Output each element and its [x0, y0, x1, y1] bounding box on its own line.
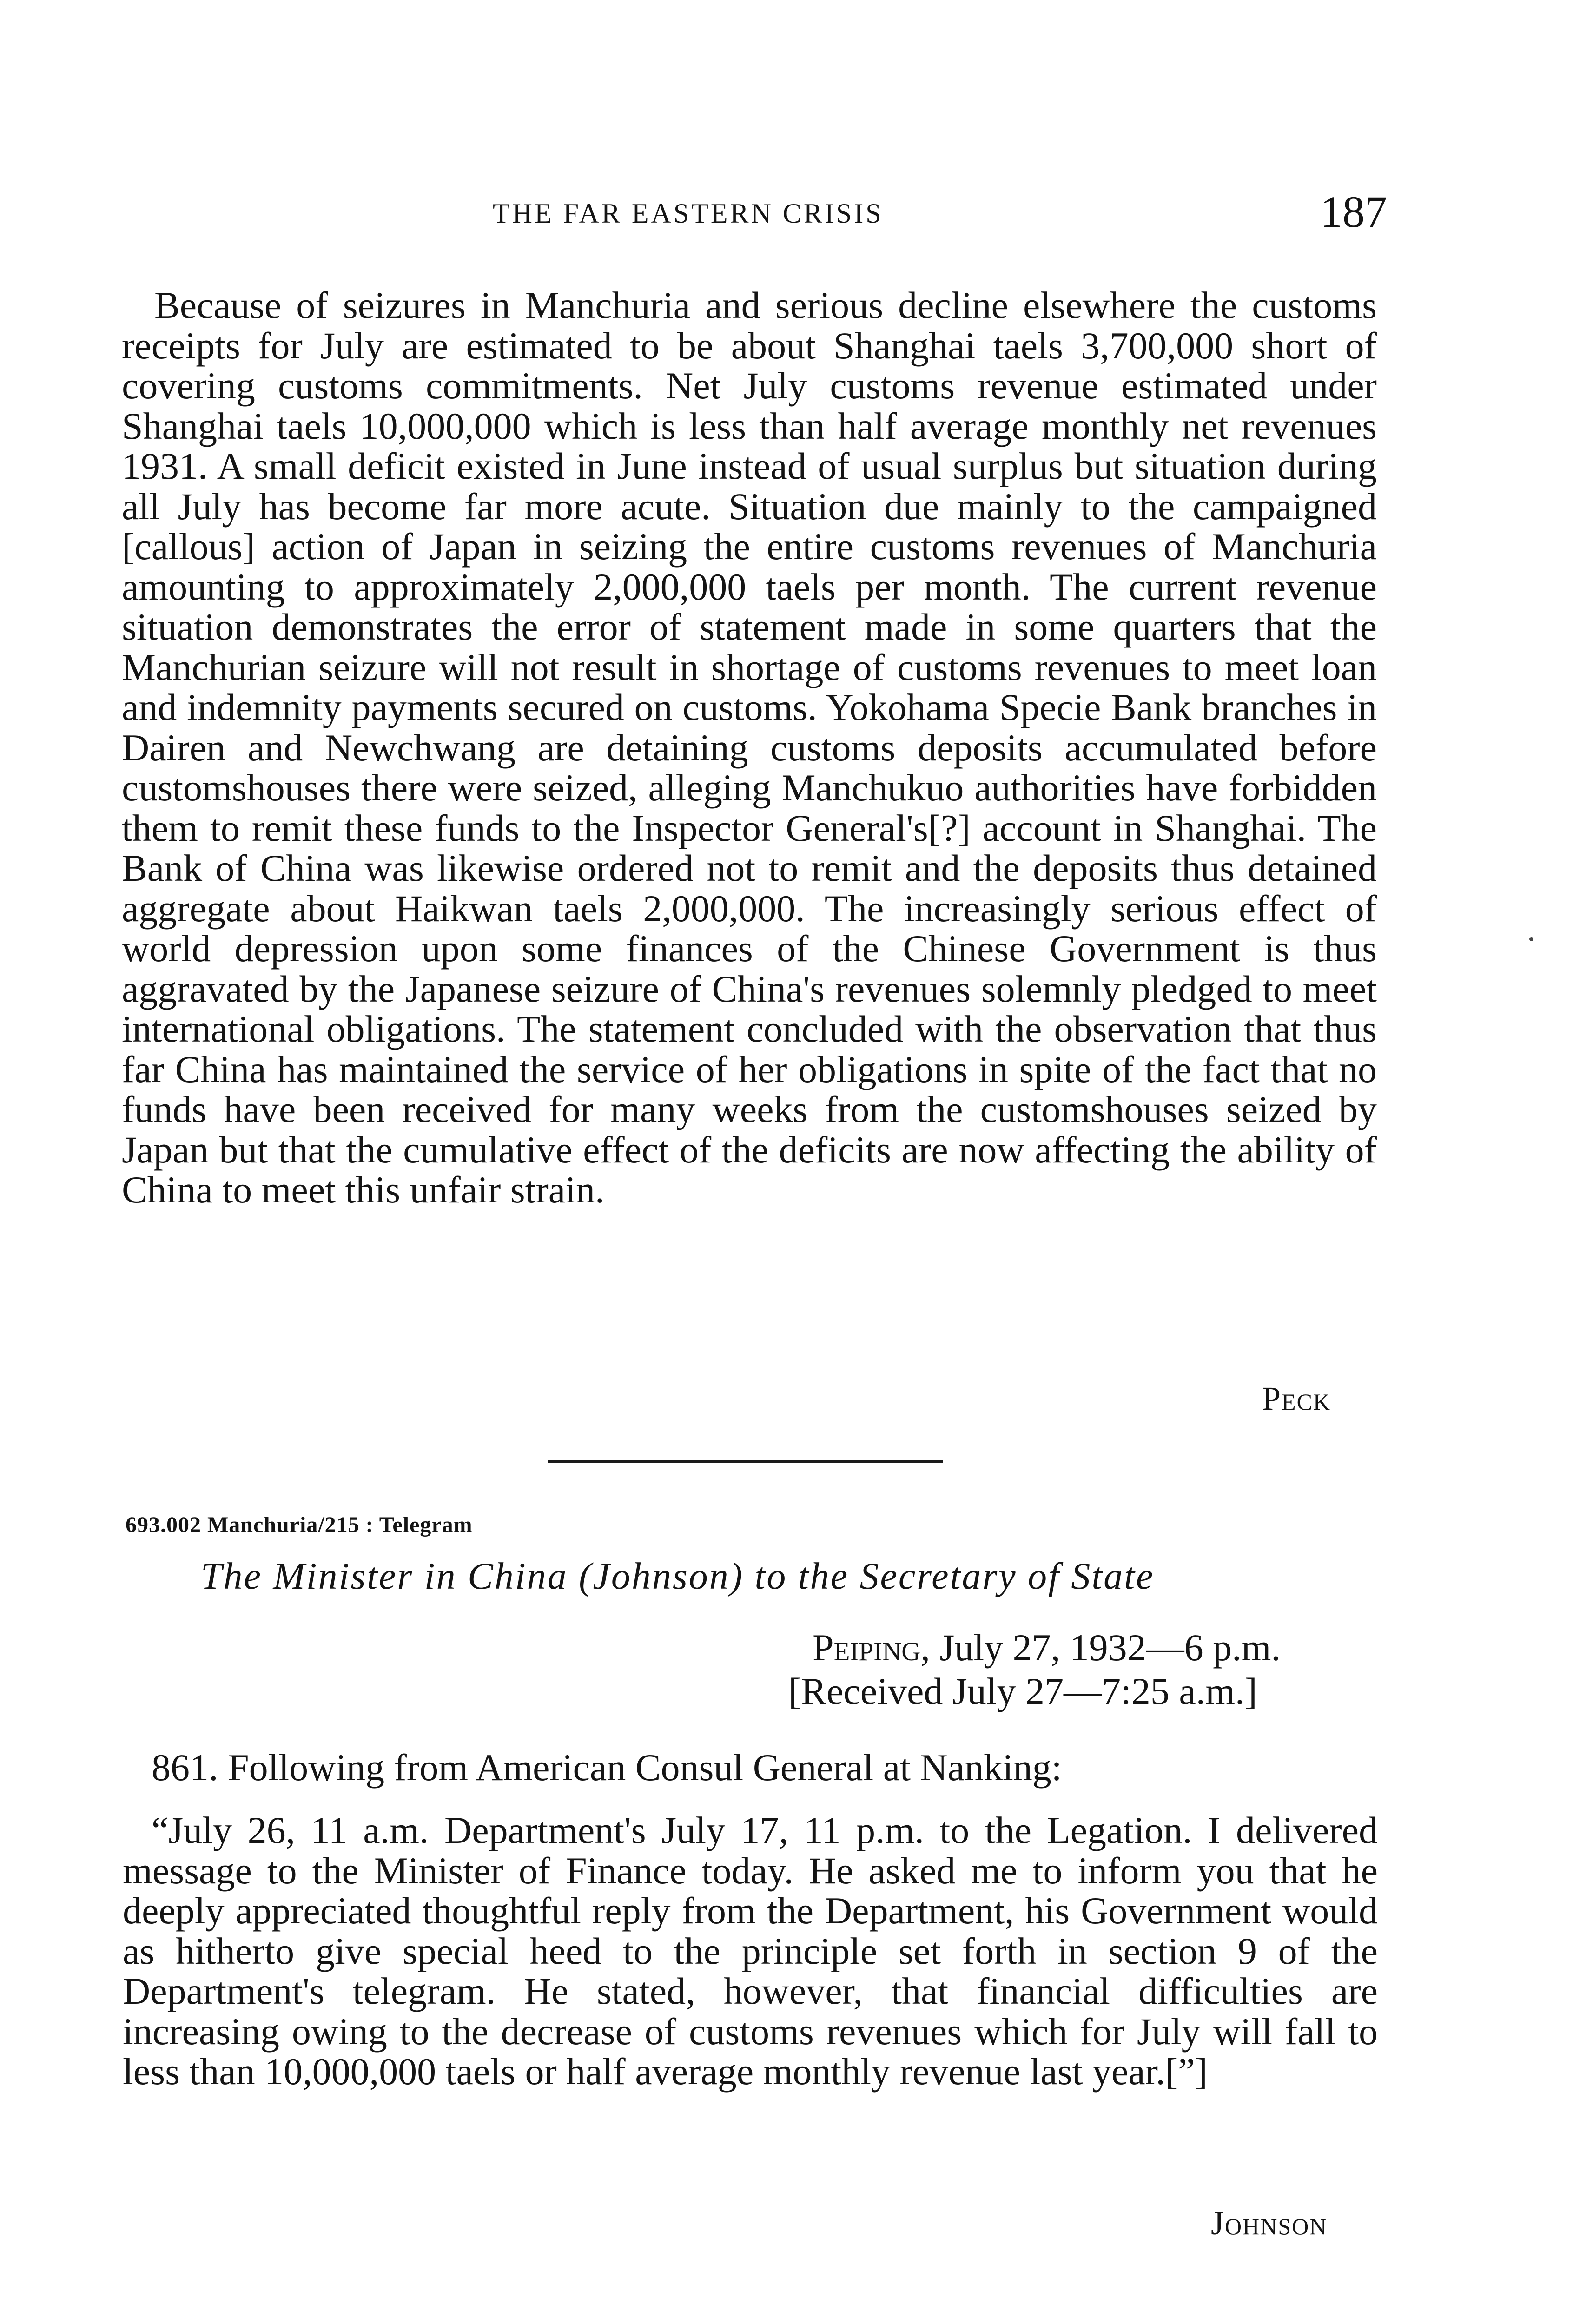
section-divider	[548, 1460, 943, 1463]
peck-telegram-body: Because of seizures in Manchuria and serious decline elsewhere the customs receipts for July are estimated to be about Shanghai taels 3,700,000 short of covering customs commitments. Net July customs revenue estimated under Shanghai taels 10,000,000 which is less than half average monthly net revenues 1931. A small deficit existed in June instead of usual surplus but situation during all July has become far more acute. Situation due mainly to the campaigned [callous] action of Japan in seizing the entire customs revenues of Manchuria amounting to approximately 2,000,000 taels per month. The current revenue situation demonstrates the error of statement made in some quarters that the Manchurian seizure will not result in shortage of customs revenues to meet loan and indemnity payments secured on customs. Yokohama Specie Bank branches in Dairen and Newchwang are detaining customs deposits accumulated before customshouses there were seized, alleging Manchukuo authorities have forbidden them to remit these funds to the Inspector General's[?] account in Shanghai. The Bank of China was likewise ordered not to remit and the deposits thus detained aggregate about Haikwan taels 2,000,000. The increasingly serious effect of world depression upon some finances of the Chinese Government is thus aggravated by the Japanese seizure of China's revenues solemnly pledged to meet international obligations. The statement concluded with the observation that thus far China has maintained the service of her obligations in spite of the fact that no funds have been received for many weeks from the customshouses seized by Japan but that the cumulative effect of the deficits are now affecting the ability of China to meet this unfair strain.	[122, 284, 1377, 1211]
signature-peck: Peck	[1262, 1380, 1331, 1417]
telegram-opening: 861. Following from American Consul General at Nanking:	[152, 1746, 1062, 1789]
running-title: THE FAR EASTERN CRISIS	[493, 198, 884, 229]
margin-speck	[1529, 937, 1533, 941]
quoted-telegram-body: “July 26, 11 a.m. Department's July 17, 11 p.m. to the Legation. I delivered message to the Minister of Finance today. He asked me to inform you that he deeply appreciated thoughtful reply from the Department, his Government would as hitherto give special heed to the principle set forth in section 9 of the Department's telegram. He stated, however, that financial difficulties are increasing owing to the decrease of customs revenues which for July will fall to less than 10,000,000 taels or half average monthly revenue last year.[”]	[123, 1809, 1378, 2093]
received-note: [Received July 27—7:25 a.m.]	[788, 1670, 1257, 1712]
document-heading: The Minister in China (Johnson) to the Secretary of State	[201, 1555, 1155, 1597]
dateline	[788, 1626, 1281, 1712]
file-reference: 693.002 Manchuria/215 : Telegram	[126, 1512, 473, 1537]
dateline-date: July 27, 1932—6 p.m.	[939, 1626, 1281, 1669]
page-number: 187	[1320, 187, 1387, 237]
signature-johnson: Johnson	[1211, 2205, 1328, 2242]
dateline-place: Peiping,	[813, 1626, 930, 1669]
